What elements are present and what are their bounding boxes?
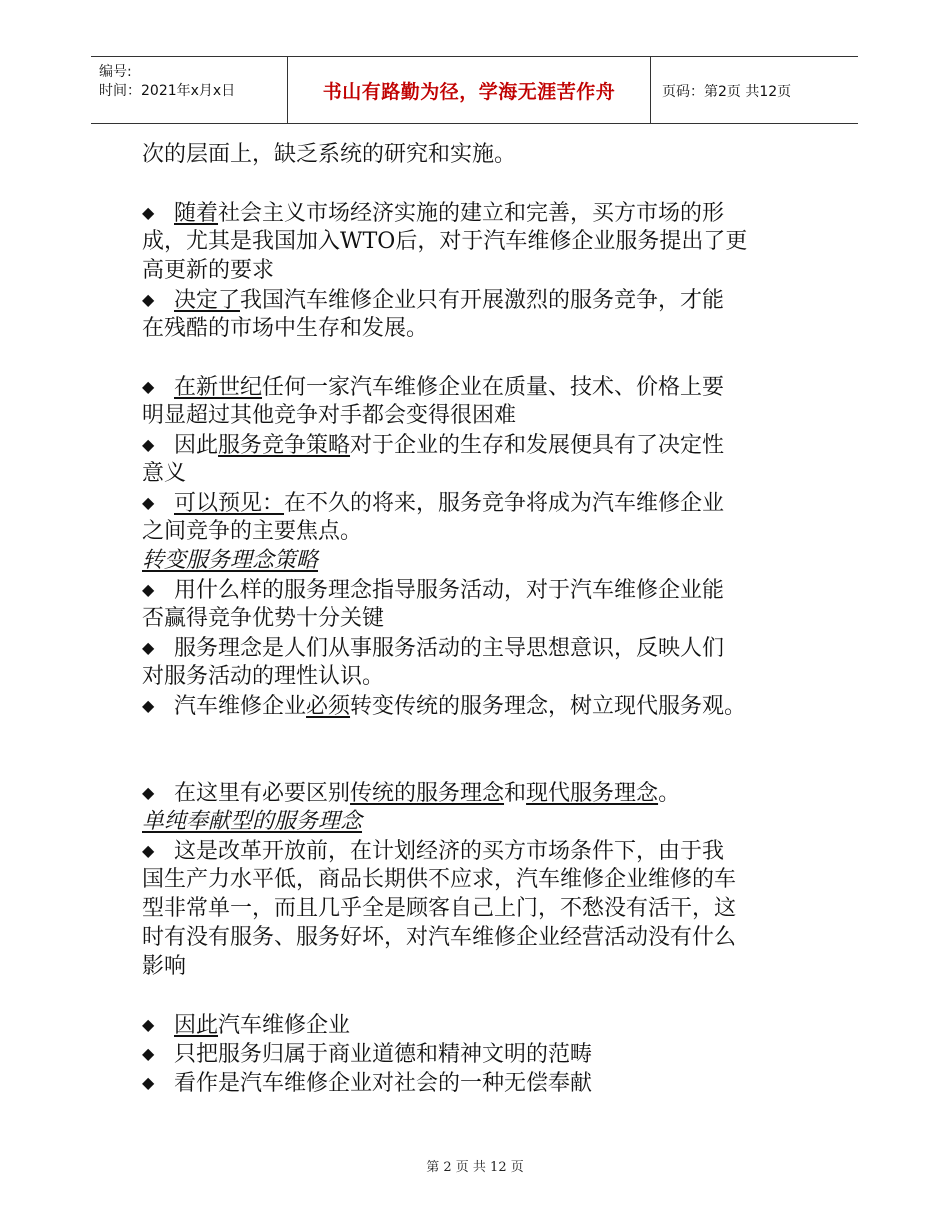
document-body	[142, 140, 822, 1097]
header-motto: 书山有路勤为径，学海无涯苦作舟	[322, 81, 616, 103]
text-line: 明显超过其他竞争对手都会变得很困难	[142, 403, 517, 428]
text-line: 时有没有服务、服务好坏，对汽车维修企业经营活动没有什么	[142, 925, 737, 950]
number-label: 编号:	[99, 64, 132, 80]
header-motto-cell	[287, 57, 651, 123]
diamond-bullet-icon: ◆	[142, 696, 155, 715]
bullet-line: ◆ 因此服务竞争策略对于企业的生存和发展便具有了决定性	[142, 430, 822, 459]
bullet-line: ◆ 因此汽车维修企业	[142, 1010, 822, 1039]
diamond-bullet-icon: ◆	[142, 203, 155, 222]
section-heading: 转变服务理念策略	[142, 548, 319, 573]
time-label: 时间：2021年x月x日	[99, 83, 236, 99]
diamond-bullet-icon: ◆	[142, 493, 155, 512]
text-line: 对服务活动的理性认识。	[142, 664, 385, 689]
text-line: 影响	[142, 954, 187, 979]
diamond-bullet-icon: ◆	[142, 638, 155, 657]
text-line: 国生产力水平低，商品长期供不应求，汽车维修企业维修的车	[142, 867, 737, 892]
diamond-bullet-icon: ◆	[142, 290, 155, 309]
diamond-bullet-icon: ◆	[142, 377, 155, 396]
text-line: 之间竞争的主要焦点。	[142, 519, 363, 544]
bullet-line: ◆ 可以预见：在不久的将来，服务竞争将成为汽车维修企业	[142, 488, 822, 517]
text-line: 成，尤其是我国加入WTO后，对于汽车维修企业服务提出了更	[142, 229, 748, 254]
bullet-line: ◆ 决定了我国汽车维修企业只有开展激烈的服务竞争，才能	[142, 285, 822, 314]
diamond-bullet-icon: ◆	[142, 783, 155, 802]
diamond-bullet-icon: ◆	[142, 1015, 155, 1034]
text-line: 型非常单一，而且几乎全是顾客自己上门，不愁没有活干，这	[142, 896, 737, 921]
diamond-bullet-icon: ◆	[142, 1044, 155, 1063]
bullet-line: ◆ 看作是汽车维修企业对社会的一种无偿奉献	[142, 1068, 822, 1097]
bullet-line: ◆ 只把服务归属于商业道德和精神文明的范畴	[142, 1039, 822, 1068]
bullet-line: ◆ 随着社会主义市场经济实施的建立和完善，买方市场的形	[142, 198, 822, 227]
bullet-line: ◆ 用什么样的服务理念指导服务活动，对于汽车维修企业能	[142, 575, 822, 604]
diamond-bullet-icon: ◆	[142, 435, 155, 454]
text-line: 在残酷的市场中生存和发展。	[142, 316, 429, 341]
section-heading: 单纯奉献型的服务理念	[142, 809, 363, 834]
bullet-line: ◆ 这是改革开放前，在计划经济的买方市场条件下，由于我	[142, 836, 822, 865]
page-info: 页码：第2页 共12页	[662, 84, 792, 100]
text-line: 否赢得竞争优势十分关键	[142, 606, 385, 631]
header-left-cell	[91, 57, 287, 123]
bullet-line: ◆ 服务理念是人们从事服务活动的主导思想意识，反映人们	[142, 633, 822, 662]
text-line: 高更新的要求	[142, 258, 275, 283]
diamond-bullet-icon: ◆	[142, 841, 155, 860]
document-header	[91, 56, 858, 124]
bullet-line: ◆ 汽车维修企业必须转变传统的服务理念，树立现代服务观。	[142, 691, 822, 720]
bullet-line: ◆ 在新世纪任何一家汽车维修企业在质量、技术、价格上要	[142, 372, 822, 401]
page-footer: 第 2 页 共 12 页	[426, 1160, 524, 1175]
header-right-cell	[650, 57, 858, 123]
bullet-line: ◆ 在这里有必要区别传统的服务理念和现代服务理念。	[142, 778, 822, 807]
diamond-bullet-icon: ◆	[142, 1073, 155, 1092]
diamond-bullet-icon: ◆	[142, 580, 155, 599]
text-line: 意义	[142, 461, 187, 486]
text-line: 次的层面上，缺乏系统的研究和实施。	[142, 142, 517, 167]
